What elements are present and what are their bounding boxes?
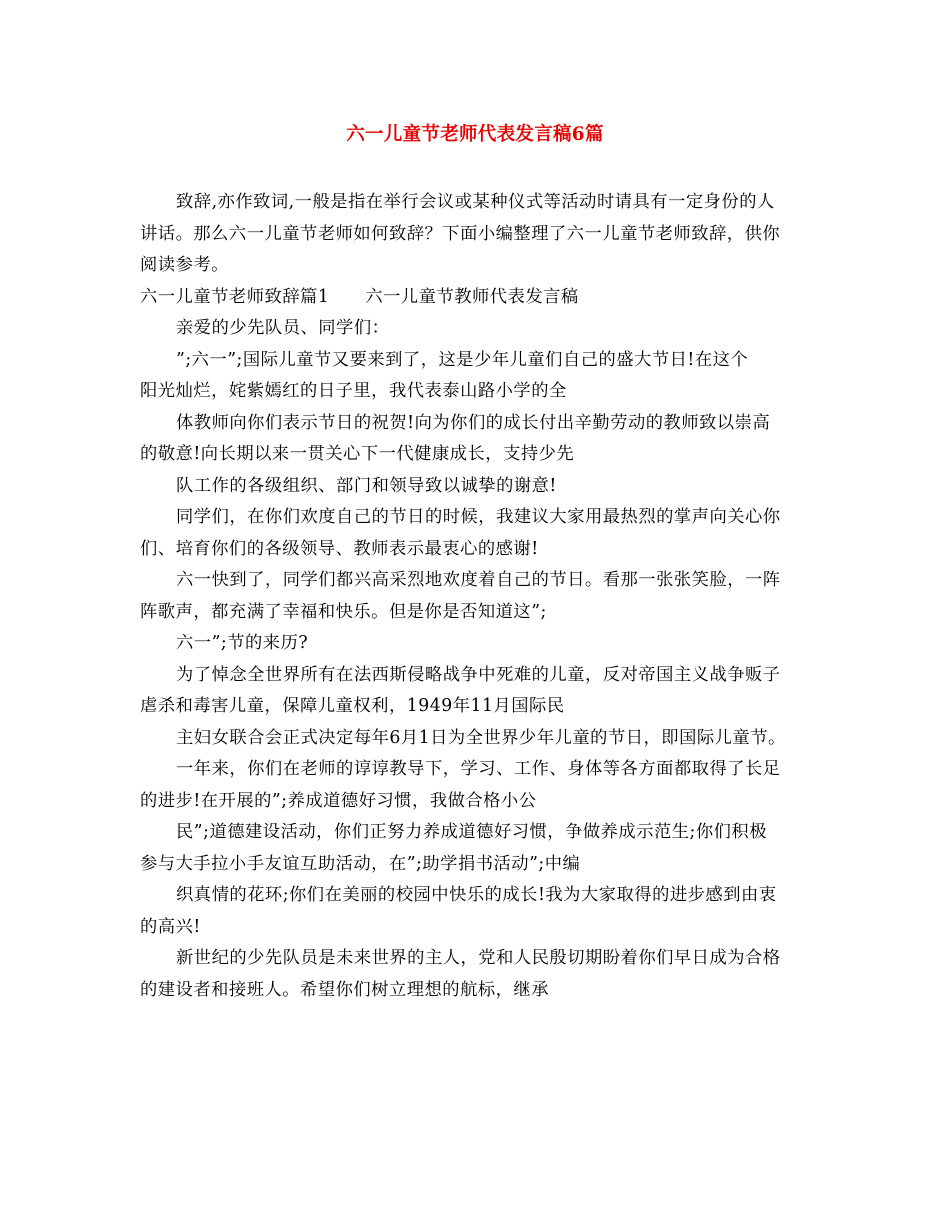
paragraph-line: 们、培育你们的各级领导、教师表示最衷心的感谢! bbox=[140, 538, 539, 559]
paragraph-line: 六一”;节的来历? bbox=[176, 633, 309, 653]
paragraph-line: 阅读参考。 bbox=[140, 255, 229, 275]
paragraph-line: 队工作的各级组织、部门和领导致以诚挚的谢意! bbox=[176, 475, 557, 496]
paragraph-line: 阳光灿烂，姹紫嫣红的日子里，我代表泰山路小学的全 bbox=[140, 381, 567, 401]
paragraph-line: 六一快到了，同学们都兴高采烈地欢度着自己的节日。看那一张张笑脸，一阵 bbox=[176, 570, 781, 590]
paragraph-line: 一年来，你们在老师的谆谆教导下，学习、工作、身体等各方面都取得了长足 bbox=[176, 759, 781, 779]
document-body bbox=[140, 187, 820, 1006]
paragraph-line: 体教师向你们表示节日的祝贺!向为你们的成长付出辛勤劳动的教师致以崇高 bbox=[176, 412, 771, 433]
section-subheading: 六一儿童节教师代表发言稿 bbox=[365, 286, 579, 307]
paragraph-line: 的高兴! bbox=[140, 916, 201, 937]
paragraph-line: 织真情的花环;你们在美丽的校园中快乐的成长!我为大家取得的进步感到由衷 bbox=[176, 885, 777, 905]
paragraph-line: 致辞,亦作致词,一般是指在举行会议或某种仪式等活动时请具有一定身份的人 bbox=[176, 192, 775, 212]
paragraph-line: 的敬意!向长期以来一贯关心下一代健康成长，支持少先 bbox=[140, 444, 575, 464]
paragraph-line: 参与大手拉小手友谊互助活动，在”;助学捐书活动”;中编 bbox=[140, 853, 581, 874]
paragraph-line: 阵歌声，都充满了幸福和快乐。但是你是否知道这”; bbox=[140, 601, 547, 622]
paragraph-line: 主妇女联合会正式决定每年6月1日为全世界少年儿童的节日，即国际儿童节。 bbox=[176, 727, 786, 748]
paragraph-line: 同学们，在你们欢度自己的节日的时候，我建议大家用最热烈的掌声向关心你 bbox=[176, 507, 781, 527]
document-title: 六一儿童节老师代表发言稿6篇 bbox=[346, 124, 604, 145]
paragraph-line: 讲话。那么六一儿童节老师如何致辞？下面小编整理了六一儿童节老师致辞，供你 bbox=[140, 223, 781, 244]
salutation-line: 亲爱的少先队员、同学们： bbox=[176, 318, 390, 338]
paragraph-line: 虐杀和毒害儿童，保障儿童权利，1949年11月国际民 bbox=[140, 696, 565, 716]
paragraph-line: 的建设者和接班人。希望你们树立理想的航标，继承 bbox=[140, 979, 549, 1000]
paragraph-line: 的进步!在开展的”;养成道德好习惯，我做合格小公 bbox=[140, 790, 537, 811]
section-heading-line bbox=[140, 282, 820, 314]
paragraph-line: 新世纪的少先队员是未来世界的主人，党和人民殷切期盼着你们早日成为合格 bbox=[176, 948, 781, 968]
paragraph-line: 民”;道德建设活动，你们正努力养成道德好习惯，争做养成示范生;你们积极 bbox=[176, 822, 767, 842]
paragraph-line: 为了悼念全世界所有在法西斯侵略战争中死难的儿童，反对帝国主义战争贩子 bbox=[176, 664, 781, 685]
paragraph-line: ”;六一”;国际儿童节又要来到了，这是少年儿童们自己的盛大节日!在这个 bbox=[176, 349, 749, 370]
section-heading: 六一儿童节老师致辞篇1 bbox=[140, 286, 330, 307]
